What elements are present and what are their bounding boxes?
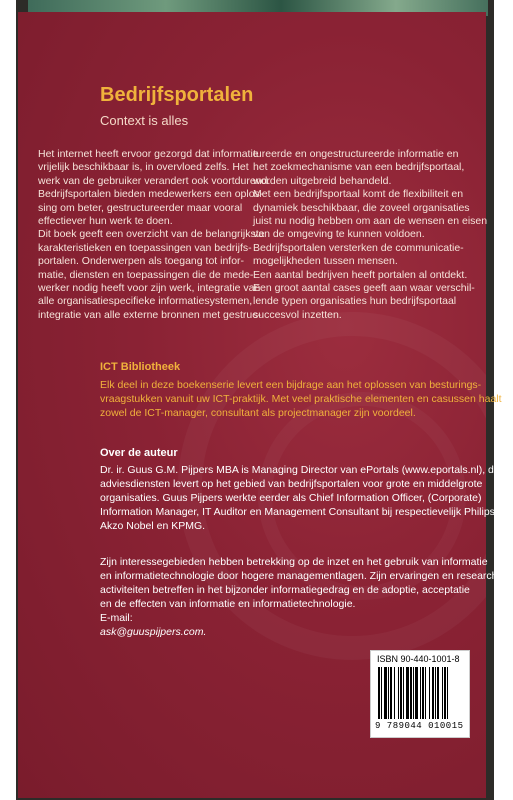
blurb-line: integratie van alle externe bronnen met gestruc-	[38, 308, 261, 321]
email-address: ask@guuspijpers.com.	[100, 626, 207, 638]
interest-line: Zijn interessegebieden hebben betrekking op de inzet en het gebruik van informatie	[100, 556, 488, 568]
barcode-graphic	[377, 667, 463, 719]
author-line: adviesdiensten levert op het gebied van bedrijfsportalen voor grote en middelgrote	[100, 478, 483, 490]
interest-line: en informatietechnologie door hogere managementlagen. Zijn ervaringen en research-	[100, 570, 501, 582]
email-line	[100, 611, 460, 639]
series-description	[100, 378, 502, 420]
blurb-line: werker nodig heeft voor zijn werk, integratie van	[38, 282, 261, 295]
blurb-line: Dit boek geeft een overzicht van de belangrijkste	[38, 228, 265, 241]
blurb-column-right	[253, 148, 488, 322]
series-line: Elk deel in deze boekenserie levert een bijdrage aan het oplossen van besturings-	[100, 379, 482, 391]
blurb-line: matie, diensten en toepassingen die de mede-	[38, 268, 254, 281]
blurb-line: succesvol inzetten.	[253, 308, 342, 321]
blurb-line: Met een bedrijfsportaal komt de flexibiliteit en	[253, 188, 464, 201]
author-line: Information Manager, IT Auditor en Management Consultant bij respectievelijk Philips,	[100, 506, 498, 518]
blurb-line: Een groot aantal cases geeft aan waar verschil-	[253, 282, 475, 295]
barcode-number: 9 789044 010015	[375, 721, 464, 731]
author-line: Dr. ir. Guus G.M. Pijpers MBA is Managing Director van ePortals (www.eportals.nl), dat	[100, 464, 503, 476]
blurb-line: Een aantal bedrijven heeft portalen al ontdekt.	[253, 268, 468, 281]
author-bio	[100, 463, 503, 533]
blurb-line: Het internet heeft ervoor gezorgd dat informatie	[38, 148, 259, 160]
series-line: vraagstukken vanuit uw ICT-praktijk. Met veel praktische elementen en casussen haalt	[100, 393, 502, 405]
blurb-line: het zoekmechanisme van een bedrijfsportaal,	[253, 161, 465, 174]
series-line: zowel de ICT-manager, consultant als projectmanager zijn voordeel.	[100, 407, 416, 419]
blurb-line: mogelijkheden tussen mensen.	[253, 255, 398, 268]
author-interests	[100, 555, 501, 639]
book-subtitle: Context is alles	[100, 113, 189, 128]
author-line: organisaties. Guus Pijpers werkte eerder als Chief Information Officer, (Corporate)	[100, 492, 482, 504]
isbn-label: ISBN 90-440-1001-8	[377, 654, 460, 664]
author-heading: Over de auteur	[100, 447, 178, 459]
blurb-line: juist nu nodig hebben om aan de wensen en eisen	[253, 215, 488, 228]
blurb-line: sing om beter, gestructureerder maar vooral	[38, 201, 243, 214]
series-heading: ICT Bibliotheek	[100, 361, 181, 373]
blurb-line: werk van de gebruiker verandert ook voortdurend.	[38, 174, 271, 187]
blurb-line: effectiever hun werk te doen.	[38, 215, 173, 228]
blurb-line: vrijelijk beschikbaar is, in overvloed zelfs. Het	[38, 161, 249, 174]
blurb-line: dynamiek beschikbaar, die zoveel organisaties	[253, 201, 470, 214]
blurb-line: worden uitgebreid behandeld.	[253, 174, 392, 187]
blurb-line: portalen. Onderwerpen als toegang tot infor-	[38, 255, 245, 268]
book-title: Bedrijfsportalen	[100, 84, 254, 106]
blurb-line: tureerde en ongestructureerde informatie en	[253, 148, 459, 160]
isbn-barcode-box	[370, 650, 470, 738]
blurb-line: lende typen organisaties hun bedrijfsportaal	[253, 295, 457, 308]
blurb-line: karakteristieken en toepassingen van bedrijfs-	[38, 241, 252, 254]
blurb-line: alle organisatiespecifieke informatiesystemen,	[38, 295, 253, 308]
blurb-line: Bedrijfsportalen bieden medewerkers een oplos-	[38, 188, 264, 201]
blurb-line: van de omgeving te kunnen voldoen.	[253, 228, 425, 241]
interest-line: activiteiten betreffen in het bijzonder informatiegedrag en de adoptie, acceptatie	[100, 584, 470, 596]
blurb-line: Bedrijfsportalen versterken de communicatie-	[253, 241, 464, 254]
email-label: E-mail:	[100, 612, 133, 624]
blurb-column-left	[38, 148, 271, 322]
interest-line: en de effecten van informatie en informatietechnologie.	[100, 598, 356, 610]
author-line: Akzo Nobel en KPMG.	[100, 520, 206, 532]
